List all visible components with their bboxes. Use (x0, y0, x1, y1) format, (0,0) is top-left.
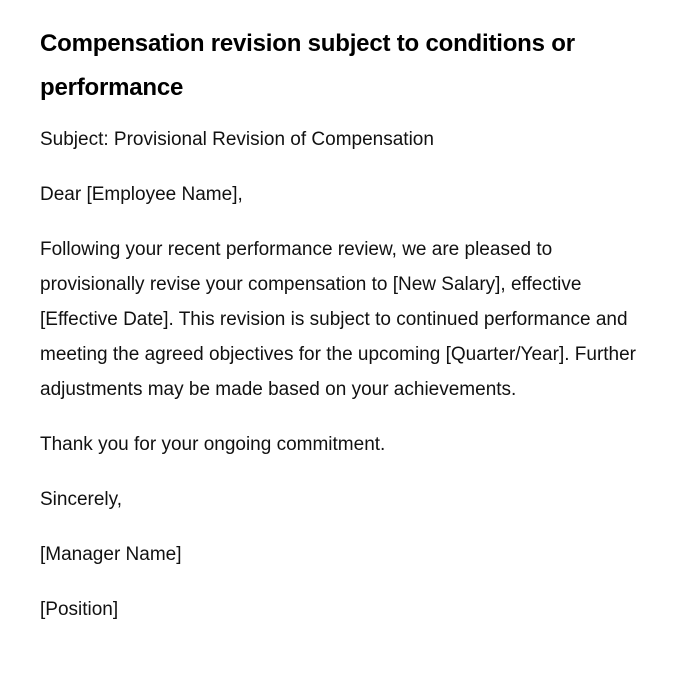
manager-position: [Position] (40, 599, 119, 620)
subject-line: Subject: Provisional Revision of Compensation (40, 129, 434, 150)
body-paragraph: Following your recent performance review, we are pleased to provisionally revise your compensation to [New Salary], effective [Effective Date]. This revision is subject to continued performance and meeting the agreed objectives for the upcoming [Quarter/Year]. Further adjustments may be made based on your achievements. (40, 239, 637, 400)
salutation: Dear [Employee Name], (40, 184, 243, 205)
page-title: Compensation revision subject to conditions or performance (40, 30, 575, 101)
thanks-line: Thank you for your ongoing commitment. (40, 434, 386, 455)
closing-line: Sincerely, (40, 489, 123, 510)
manager-name: [Manager Name] (40, 544, 182, 565)
